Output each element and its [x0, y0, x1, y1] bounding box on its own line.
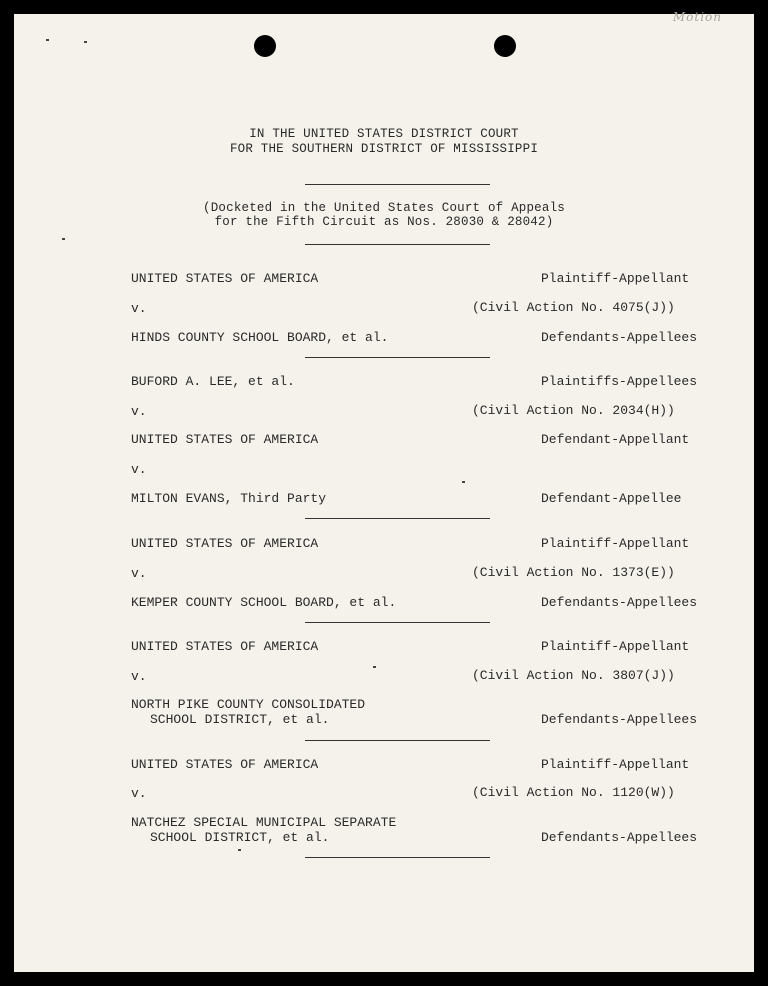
case3-party2: KEMPER COUNTY SCHOOL BOARD, et al. — [131, 595, 397, 610]
divider — [305, 622, 490, 623]
case3-role2: Defendants-Appellees — [541, 595, 698, 610]
case2-party3: MILTON EVANS, Third Party — [131, 491, 327, 506]
court-name-line1: IN THE UNITED STATES DISTRICT COURT — [249, 127, 519, 141]
case5-action-number: (Civil Action No. 1120(W)) — [472, 785, 675, 800]
case2-role2: Defendant-Appellant — [541, 432, 690, 447]
case4-party1: UNITED STATES OF AMERICA — [131, 639, 319, 654]
case1-role2: Defendants-Appellees — [541, 330, 698, 345]
case3-role1: Plaintiff-Appellant — [541, 536, 690, 551]
divider — [305, 244, 490, 245]
docket-line2: for the Fifth Circuit as Nos. 28030 & 28042) — [214, 215, 554, 229]
divider — [305, 357, 490, 358]
case5-role2: Defendants-Appellees — [541, 830, 698, 845]
speck — [238, 849, 241, 851]
case4-party2-line1: NORTH PIKE COUNTY CONSOLIDATED — [131, 697, 366, 712]
divider — [305, 518, 490, 519]
margin-note: Motion — [672, 10, 722, 24]
case2-action-number: (Civil Action No. 2034(H)) — [472, 403, 675, 418]
case2-party1: BUFORD A. LEE, et al. — [131, 374, 295, 389]
case3-action-number: (Civil Action No. 1373(E)) — [472, 565, 675, 580]
case4-party2-line2: SCHOOL DISTRICT, et al. — [150, 712, 330, 727]
case4-action-number: (Civil Action No. 3807(J)) — [472, 668, 675, 683]
case3-versus: v. — [131, 566, 147, 581]
speck — [46, 39, 49, 41]
speck — [62, 238, 65, 240]
punch-hole-left — [254, 35, 276, 57]
case5-party2-line1: NATCHEZ SPECIAL MUNICIPAL SEPARATE — [131, 815, 397, 830]
case5-party2-line2: SCHOOL DISTRICT, et al. — [150, 830, 330, 845]
docket-line1: (Docketed in the United States Court of Appeals — [203, 201, 565, 215]
speck — [373, 666, 376, 668]
divider — [305, 857, 490, 858]
court-name-line2: FOR THE SOUTHERN DISTRICT OF MISSISSIPPI — [229, 142, 539, 156]
speck — [84, 41, 87, 43]
case1-action-number: (Civil Action No. 4075(J)) — [472, 300, 675, 315]
case5-party1: UNITED STATES OF AMERICA — [131, 757, 319, 772]
case5-versus: v. — [131, 786, 147, 801]
case4-versus: v. — [131, 669, 147, 684]
case2-versus2: v. — [131, 462, 147, 477]
speck — [462, 481, 465, 483]
case4-role1: Plaintiff-Appellant — [541, 639, 690, 654]
punch-hole-right — [494, 35, 516, 57]
case1-versus: v. — [131, 301, 147, 316]
case1-party1: UNITED STATES OF AMERICA — [131, 271, 319, 286]
case1-party2: HINDS COUNTY SCHOOL BOARD, et al. — [131, 330, 389, 345]
divider — [305, 740, 490, 741]
case2-party2: UNITED STATES OF AMERICA — [131, 432, 319, 447]
case1-role1: Plaintiff-Appellant — [541, 271, 690, 286]
case2-role1: Plaintiffs-Appellees — [541, 374, 698, 389]
case3-party1: UNITED STATES OF AMERICA — [131, 536, 319, 551]
divider — [305, 184, 490, 185]
case4-role2: Defendants-Appellees — [541, 712, 698, 727]
case2-versus: v. — [131, 404, 147, 419]
case2-role3: Defendant-Appellee — [541, 491, 682, 506]
case5-role1: Plaintiff-Appellant — [541, 757, 690, 772]
